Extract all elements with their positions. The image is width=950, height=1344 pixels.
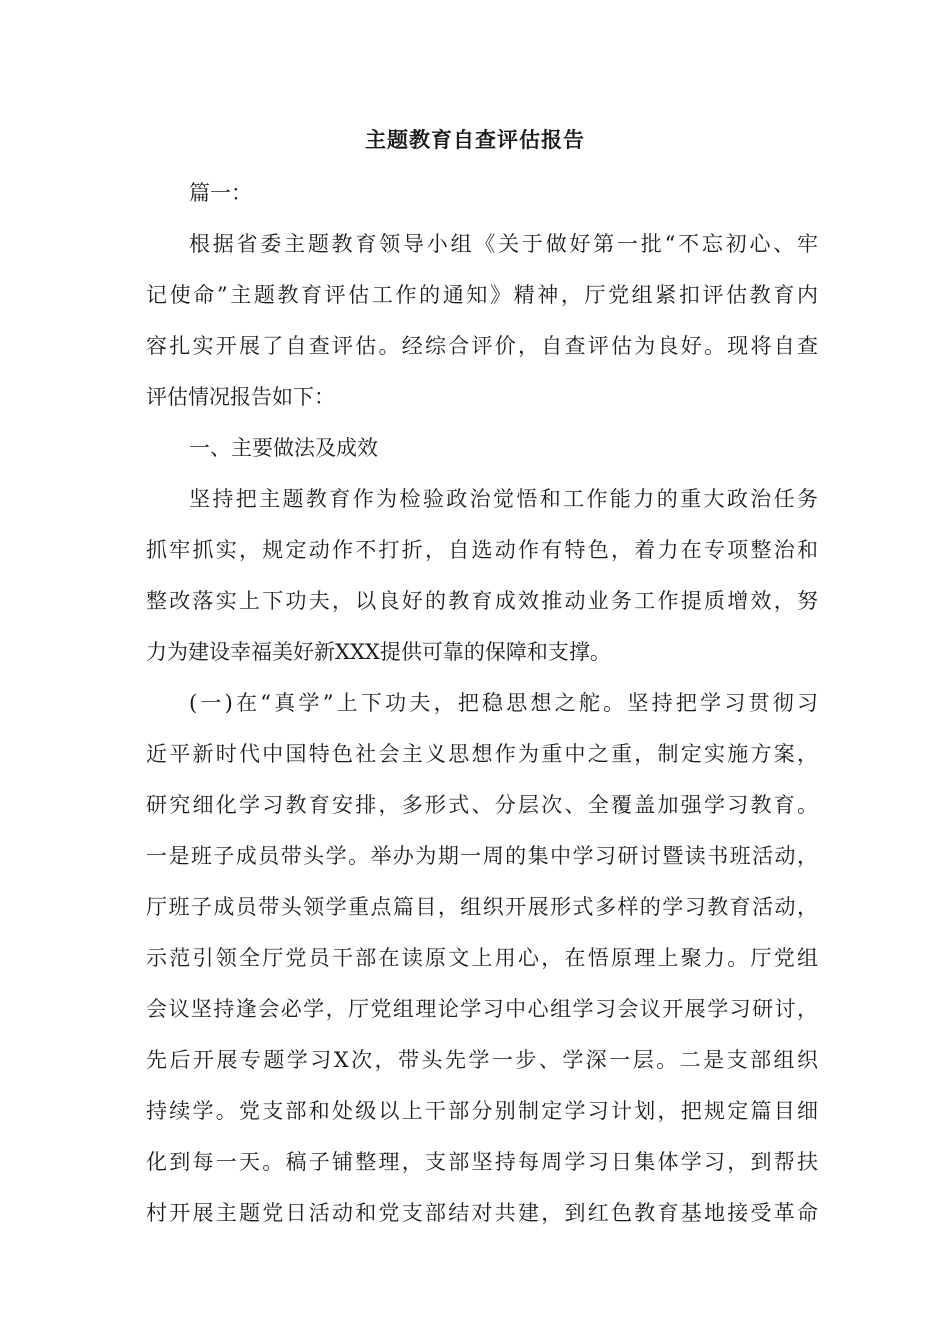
text-line: 容扎实开展了自查评估。经综合评价，自查评估为良好。现将自查: [146, 334, 818, 358]
text-line: 根据省委主题教育领导小组《关于做好第一批“不忘初心、牢: [189, 232, 818, 256]
text-line: 厅班子成员带头领学重点篇目，组织开展形式多样的学习教育活动，: [146, 895, 818, 919]
text-line: (一)在“真学”上下功夫，把稳思想之舵。坚持把学习贯彻习: [189, 691, 818, 715]
text-line: 一是班子成员带头学。举办为期一周的集中学习研讨暨读书班活动，: [146, 844, 818, 868]
text-line: 篇一：: [189, 181, 252, 205]
text-line: 记使命”主题教育评估工作的通知》精神，厅党组紧扣评估教育内: [146, 283, 818, 307]
text-line: 抓牢抓实，规定动作不打折，自选动作有特色，着力在专项整治和: [146, 538, 818, 562]
text-line: 村开展主题党日活动和党支部结对共建，到红色教育基地接受革命: [146, 1201, 818, 1225]
text-line: 研究细化学习教育安排，多形式、分层次、全覆盖加强学习教育。: [146, 793, 818, 817]
text-line: 近平新时代中国特色社会主义思想作为重中之重，制定实施方案，: [146, 742, 818, 766]
text-line: 先后开展专题学习X次，带头先学一步、学深一层。二是支部组织: [146, 1048, 818, 1072]
text-line: 坚持把主题教育作为检验政治觉悟和工作能力的重大政治任务: [189, 487, 818, 511]
text-line: 整改落实上下功夫，以良好的教育成效推动业务工作提质增效，努: [146, 589, 818, 613]
document-body: [146, 168, 818, 1239]
text-line: 化到每一天。稿子铺整理，支部坚持每周学习日集体学习，到帮扶: [146, 1150, 818, 1174]
text-line: 持续学。党支部和处级以上干部分别制定学习计划，把规定篇目细: [146, 1099, 818, 1123]
text-line: 会议坚持逢会必学，厅党组理论学习中心组学习会议开展学习研讨，: [146, 997, 818, 1021]
text-line: 力为建设幸福美好新XXX提供可靠的保障和支撑。: [146, 640, 611, 664]
text-line: 示范引领全厅党员干部在读原文上用心，在悟原理上聚力。厅党组: [146, 946, 818, 970]
text-line: 评估情况报告如下：: [146, 385, 335, 409]
text-line: 一、主要做法及成效: [189, 436, 378, 460]
document-title: 主题教育自查评估报告: [365, 127, 585, 152]
